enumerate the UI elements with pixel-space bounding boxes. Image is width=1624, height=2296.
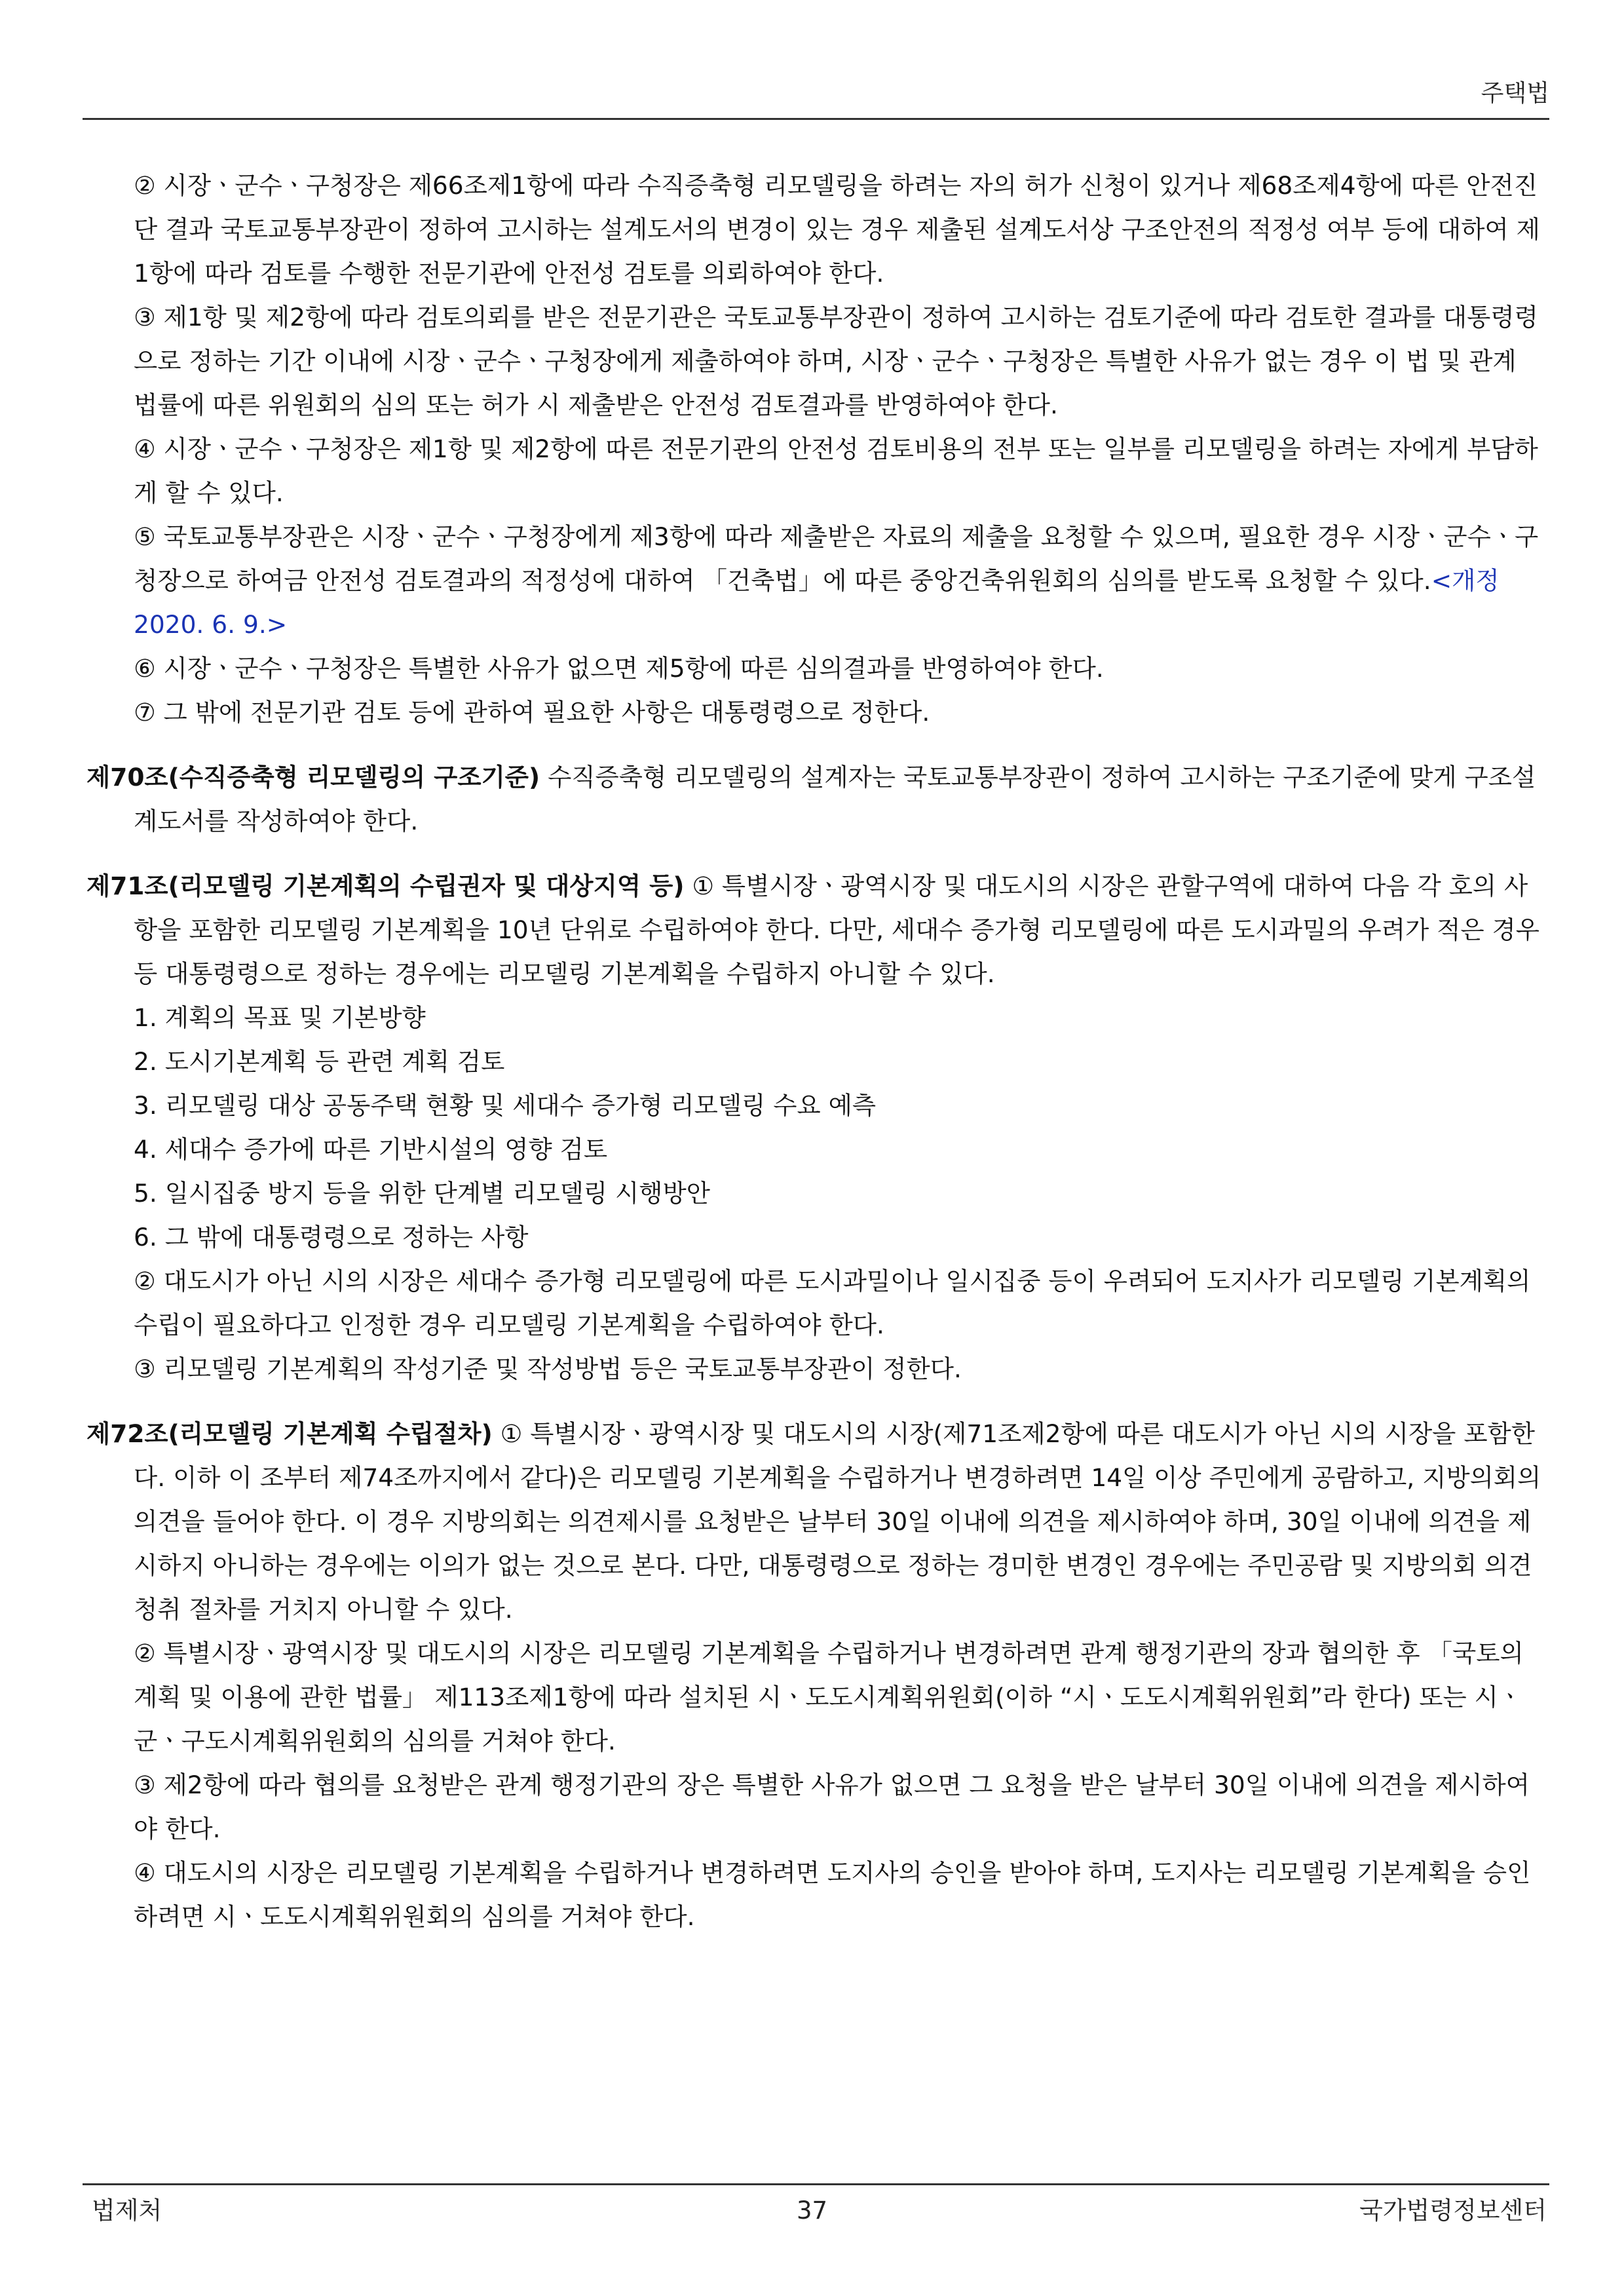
paragraph-69-2: ② 시장ㆍ군수ㆍ구청장은 제66조제1항에 따라 수직증축형 리모델링을 하려는 자의 허가 신청이 있거나 제68조제4항에 따른 안전진단 결과 국토교통부장관이 정하여 고시하는 설계도서의 변경이 있는 경우 제출된 설계도서상 구조안전의 적정성 여부 등에 대하여 제1항에 따라 검토를 수행한 전문기관에 안전성 검토를 의뢰하여야 한다.: [134, 171, 1540, 288]
article-72-text: ① 특별시장ㆍ광역시장 및 대도시의 시장(제71조제2항에 따른 대도시가 아닌 시의 시장을 포함한다. 이하 이 조부터 제74조까지에서 같다)은 리모델링 기본계획을 수립하거나 변경하려면 14일 이상 주민에게 공람하고, 지방의회의 의견을 들어야 한다. 이 경우 지방의회는 의견제시를 요청받은 날부터 30일 이내에 의견을 제시하여야 하며, 30일 이내에 의견을 제시하지 아니하는 경우에는 이의가 없는 것으로 본다. 다만, 대통령령으로 정하는 경미한 변경인 경우에는 주민공람 및 지방의회 의견청취 절차를 거치지 아니할 수 있다.: [134, 1419, 1541, 1624]
list-item-71-5: 5. 일시집중 방지 등을 위한 단계별 리모델링 시행방안: [134, 1179, 710, 1208]
article-71: [86, 864, 1543, 996]
paragraph-72-3: ③ 제2항에 따라 협의를 요청받은 관계 행정기관의 장은 특별한 사유가 없으면 그 요청을 받은 날부터 30일 이내에 의견을 제시하여야 한다.: [134, 1770, 1530, 1843]
list-item-71-1: 1. 계획의 목표 및 기본방향: [134, 1003, 426, 1032]
footer-left-label: 법제처: [92, 2196, 162, 2225]
amendment-note: <개정 2020. 6. 9.>: [134, 566, 1500, 639]
document-body: [86, 164, 1543, 1939]
paragraph-69-5: [86, 515, 1543, 647]
paragraph-69-4: ④ 시장ㆍ군수ㆍ구청장은 제1항 및 제2항에 따른 전문기관의 안전성 검토비용의 전부 또는 일부를 리모델링을 하려는 자에게 부담하게 할 수 있다.: [134, 434, 1538, 507]
list-item-71-6: 6. 그 밖에 대통령령으로 정하는 사항: [134, 1223, 529, 1252]
paragraph-71-2: ② 대도시가 아닌 시의 시장은 세대수 증가형 리모델링에 따른 도시과밀이나 일시집중 등이 우려되어 도지사가 리모델링 기본계획의 수립이 필요하다고 인정한 경우 리모델링 기본계획을 수립하여야 한다.: [134, 1267, 1531, 1339]
paragraph-71-3: ③ 리모델링 기본계획의 작성기준 및 작성방법 등은 국토교통부장관이 정한다.: [134, 1354, 962, 1383]
article-71-text: ① 특별시장ㆍ광역시장 및 대도시의 시장은 관할구역에 대하여 다음 각 호의 사항을 포함한 리모델링 기본계획을 10년 단위로 수립하여야 한다. 다만, 세대수 증가형 리모델링에 따른 도시과밀의 우려가 적은 경우 등 대통령령으로 정하는 경우에는 리모델링 기본계획을 수립하지 아니할 수 있다.: [134, 871, 1539, 988]
paragraph-69-5-text: ⑤ 국토교통부장관은 시장ㆍ군수ㆍ구청장에게 제3항에 따라 제출받은 자료의 제출을 요청할 수 있으며, 필요한 경우 시장ㆍ군수ㆍ구청장으로 하여금 안전성 검토결과의 적정성에 대하여 「건축법」에 따른 중앙건축위원회의 심의를 받도록 요청할 수 있다.: [134, 522, 1539, 595]
article-70-text: 수직증축형 리모델링의 설계자는 국토교통부장관이 정하여 고시하는 구조기준에 맞게 구조설계도서를 작성하여야 한다.: [134, 763, 1536, 835]
article-72: [86, 1412, 1543, 1632]
list-item-71-3: 3. 리모델링 대상 공동주택 현황 및 세대수 증가형 리모델링 수요 예측: [134, 1091, 877, 1120]
article-71-title: 제71조(리모델링 기본계획의 수립권자 및 대상지역 등): [86, 871, 685, 900]
header-divider: [83, 118, 1549, 120]
article-70: [86, 756, 1543, 843]
list-item-71-2: 2. 도시기본계획 등 관련 계획 검토: [134, 1047, 505, 1076]
paragraph-69-6: ⑥ 시장ㆍ군수ㆍ구청장은 특별한 사유가 없으면 제5항에 따른 심의결과를 반영하여야 한다.: [134, 654, 1104, 683]
list-item-71-4: 4. 세대수 증가에 따른 기반시설의 영향 검토: [134, 1135, 608, 1164]
page-header-title: 주택법: [1481, 80, 1549, 107]
paragraph-69-3: ③ 제1항 및 제2항에 따라 검토의뢰를 받은 전문기관은 국토교통부장관이 정하여 고시하는 검토기준에 따라 검토한 결과를 대통령령으로 정하는 기간 이내에 시장ㆍ군수ㆍ구청장에게 제출하여야 하며, 시장ㆍ군수ㆍ구청장은 특별한 사유가 없는 경우 이 법 및 관계 법률에 따른 위원회의 심의 또는 허가 시 제출받은 안전성 검토결과를 반영하여야 한다.: [134, 303, 1538, 419]
page-number: 37: [796, 2196, 828, 2225]
article-72-title: 제72조(리모델링 기본계획 수립절차): [86, 1419, 493, 1448]
footer-right-label: 국가법령정보센터: [1359, 2196, 1547, 2225]
paragraph-72-4: ④ 대도시의 시장은 리모델링 기본계획을 수립하거나 변경하려면 도지사의 승인을 받아야 하며, 도지사는 리모델링 기본계획을 승인하려면 시ㆍ도도시계획위원회의 심의를 거쳐야 한다.: [134, 1858, 1531, 1931]
article-70-title: 제70조(수직증축형 리모델링의 구조기준): [86, 763, 540, 792]
footer-divider: [83, 2183, 1549, 2185]
paragraph-72-2: ② 특별시장ㆍ광역시장 및 대도시의 시장은 리모델링 기본계획을 수립하거나 변경하려면 관계 행정기관의 장과 협의한 후 「국토의 계획 및 이용에 관한 법률」 제113조제1항에 따라 설치된 시ㆍ도도시계획위원회(이하 “시ㆍ도도시계획위원회”라 한다) 또는 시ㆍ군ㆍ구도시계획위원회의 심의를 거쳐야 한다.: [134, 1639, 1524, 1755]
paragraph-69-7: ⑦ 그 밖에 전문기관 검토 등에 관하여 필요한 사항은 대통령령으로 정한다.: [134, 698, 930, 727]
